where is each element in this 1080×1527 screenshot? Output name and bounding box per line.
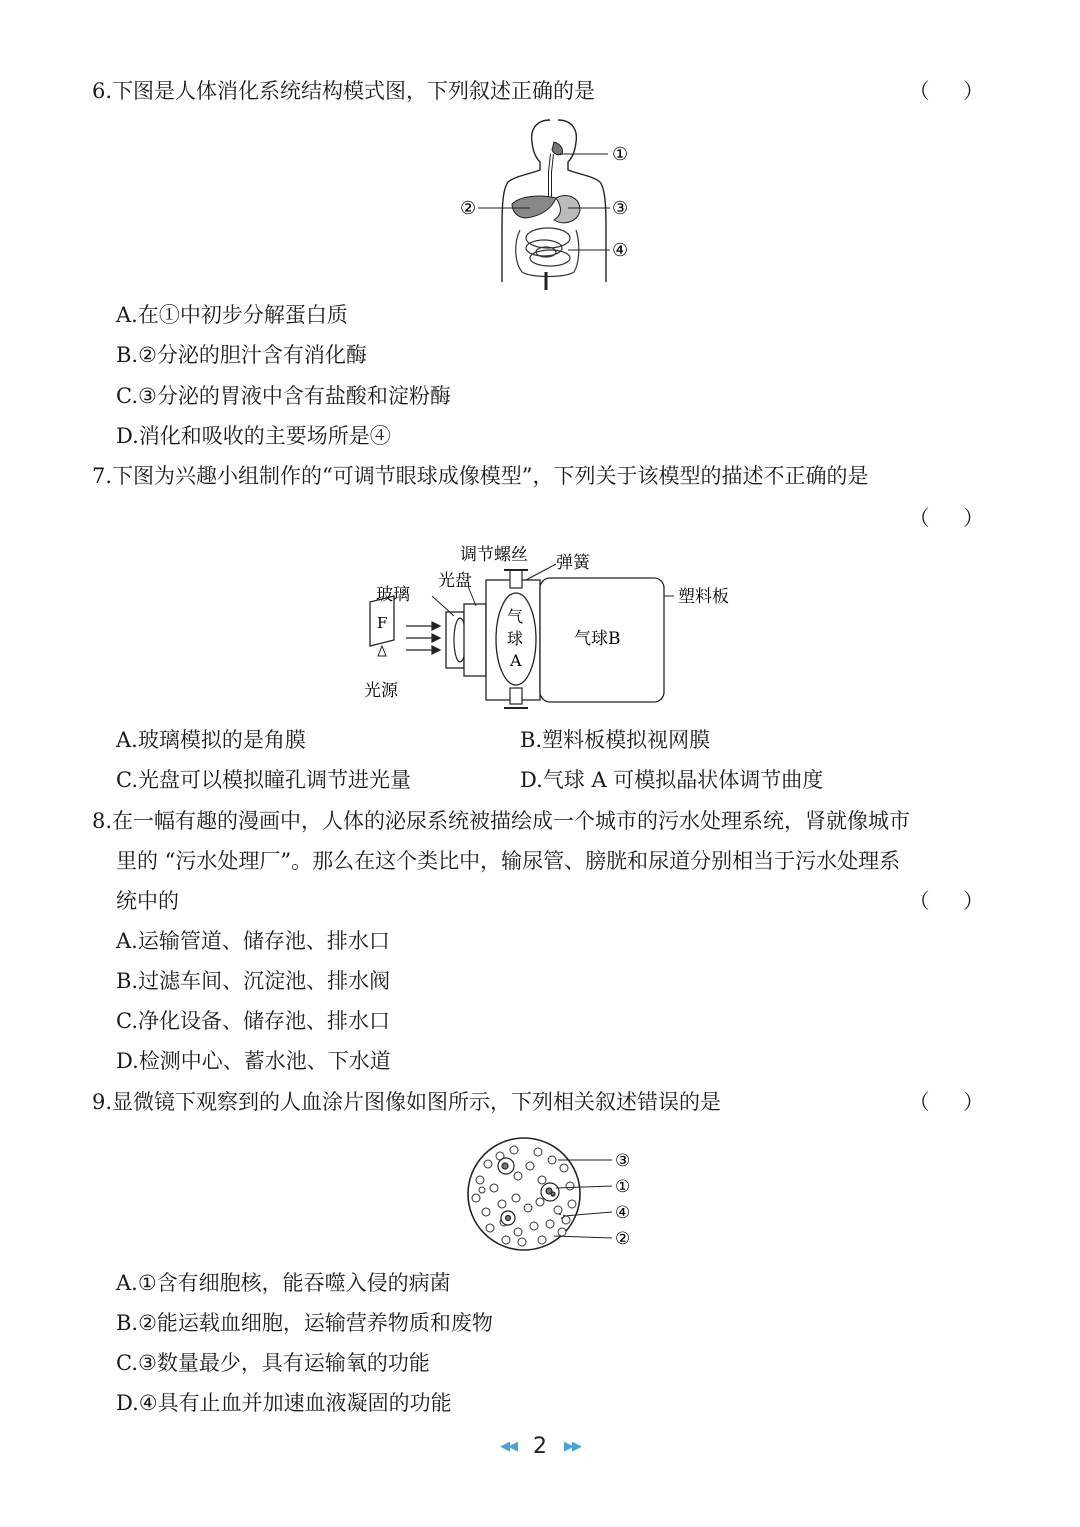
q9-option-b: B.②能运载血细胞，运输营养物质和废物 — [116, 1311, 493, 1335]
label-1: ① — [612, 144, 629, 165]
q7-stem: 7.下图为兴趣小组制作的“可调节眼球成像模型”，下列关于该模型的描述不正确的是 — [92, 464, 869, 488]
glass-label: 玻璃 — [376, 585, 410, 605]
disc-label: 光盘 — [438, 571, 472, 591]
q6-option-b: B.②分泌的胆汁含有消化酶 — [116, 343, 367, 367]
q9-option-d: D.④具有止血并加速血液凝固的功能 — [116, 1391, 452, 1415]
stomach — [554, 196, 580, 223]
blood-smear-diagram — [458, 1136, 648, 1256]
f-letter: F — [377, 614, 388, 632]
page-footer — [0, 1432, 1080, 1462]
q9-answer-paren: （ ） — [908, 1090, 984, 1114]
page-number: 2 — [533, 1434, 547, 1459]
balloon-a-char-2: 球 — [507, 629, 524, 648]
q8-answer-paren: （ ） — [908, 889, 984, 913]
label-3: ③ — [612, 198, 629, 219]
q8-option-d: D.检测中心、蓄水池、下水道 — [116, 1049, 391, 1073]
label-3: ③ — [615, 1151, 631, 1171]
screw-label: 调节螺丝 — [460, 545, 528, 565]
label-2: ② — [615, 1229, 631, 1249]
plastic-label: 塑料板 — [678, 587, 729, 607]
label-1: ① — [615, 1177, 631, 1197]
q8-option-b: B.过滤车间、沉淀池、排水阀 — [116, 969, 391, 993]
q7-option-a: A.玻璃模拟的是角膜 — [116, 728, 306, 752]
q6-stem: 6.下图是人体消化系统结构模式图，下列叙述正确的是 — [92, 79, 596, 103]
q8-stem-line-1: 8.在一幅有趣的漫画中，人体的泌尿系统被描绘成一个城市的污水处理系统，肾就像城市 — [92, 809, 911, 833]
q8-option-c: C.净化设备、储存池、排水口 — [116, 1009, 390, 1033]
digestive-system-diagram — [460, 112, 650, 292]
q9-option-c: C.③数量最少，具有运输氧的功能 — [116, 1351, 430, 1375]
q7-option-d: D.气球 A 可模拟晶状体调节曲度 — [520, 768, 824, 792]
liver — [512, 196, 556, 218]
disc — [464, 604, 486, 676]
light-source-label: 光源 — [364, 681, 398, 701]
q9-stem: 9.显微镜下观察到的人血涂片图像如图所示，下列相关叙述错误的是 — [92, 1090, 722, 1114]
q8-stem-line-2: 里的 “污水处理厂”。那么在这个类比中，输尿管、膀胱和尿道分别相当于污水处理系 — [116, 849, 901, 873]
q7-option-c: C.光盘可以模拟瞳孔调节进光量 — [116, 768, 411, 792]
label-4: ④ — [612, 240, 629, 261]
label-2: ② — [460, 198, 477, 219]
q8-stem-line-3: 统中的 — [116, 889, 179, 913]
double-right-arrow-icon: ▶▶ — [564, 1439, 580, 1454]
q6-answer-paren: （ ） — [908, 79, 984, 103]
q7-answer-paren: （ ） — [908, 506, 984, 530]
eye-model-diagram — [360, 540, 760, 715]
q6-option-c: C.③分泌的胃液中含有盐酸和淀粉酶 — [116, 384, 451, 408]
double-left-arrow-icon: ◀◀ — [500, 1439, 516, 1454]
q6-option-a: A.在①中初步分解蛋白质 — [116, 303, 348, 327]
q6-option-d: D.消化和吸收的主要场所是④ — [116, 424, 391, 448]
balloon-a-char-1: 气 — [507, 607, 524, 626]
spring-label: 弹簧 — [556, 553, 590, 573]
small-intestine — [516, 228, 579, 277]
q8-option-a: A.运输管道、储存池、排水口 — [116, 929, 390, 953]
label-4: ④ — [615, 1203, 631, 1223]
balloon-b-label: 气球B — [574, 629, 621, 649]
q9-option-a: A.①含有细胞核，能吞噬入侵的病菌 — [116, 1271, 451, 1295]
balloon-a-char-3: A — [510, 651, 522, 670]
q7-option-b: B.塑料板模拟视网膜 — [520, 728, 711, 752]
